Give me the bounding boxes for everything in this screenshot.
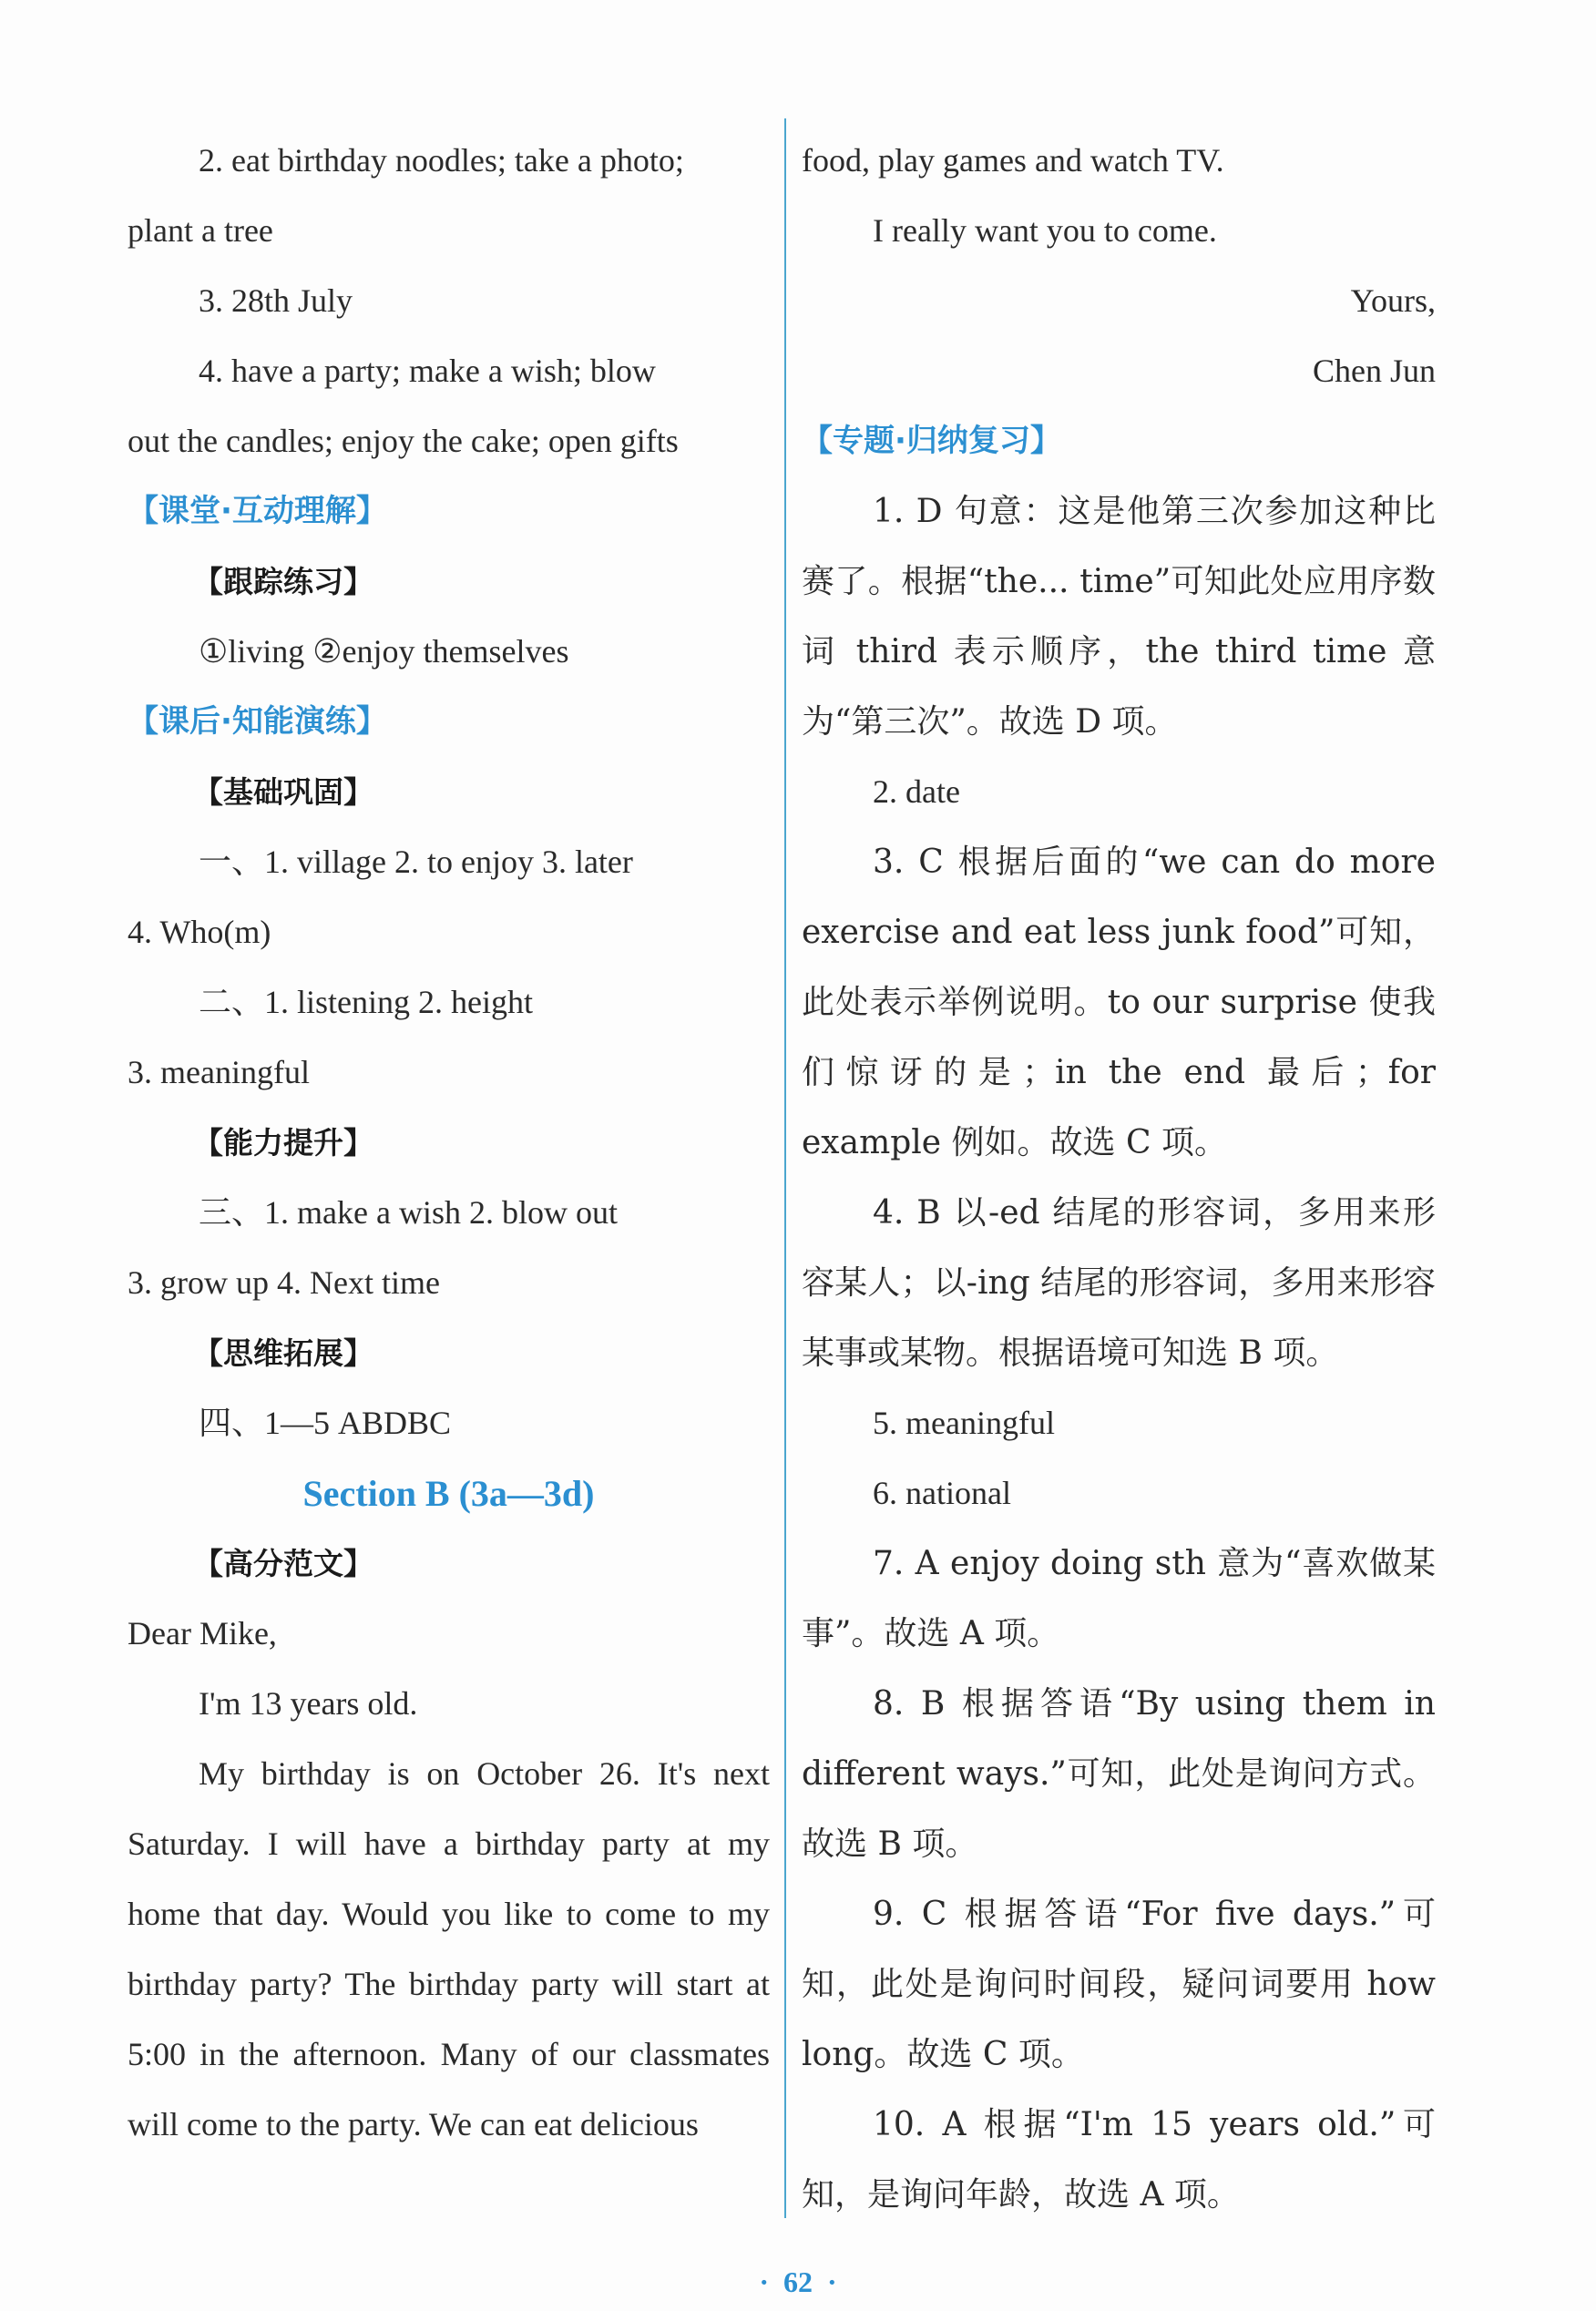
answer-explanation: 9. C 根据答语“For five days.”可知，此处是询问时间段，疑问词要用 how long。故选 C 项。 [802, 1896, 1436, 2073]
section-heading-classroom: 【课堂·互动理解】 [128, 493, 387, 529]
column-divider [784, 118, 786, 2218]
answer-line: out the candles; enjoy the cake; open gifts [128, 423, 679, 459]
answer-line: 二、1. listening 2. height [199, 984, 533, 1020]
answer-line: 3. meaningful [128, 1054, 310, 1090]
essay-line: I really want you to come. [873, 212, 1217, 249]
right-column [802, 126, 1436, 2230]
subheading-track: 【跟踪练习】 [193, 564, 373, 599]
answer-explanation: 7. A enjoy doing sth 意为“喜欢做某事”。故选 A 项。 [802, 1545, 1436, 1652]
answer-line: 3. grow up 4. Next time [128, 1264, 440, 1301]
section-heading-topic-review: 【专题·归纳复习】 [802, 423, 1061, 459]
answer-line: 2. eat birthday noodles; take a photo; [199, 142, 684, 179]
answer-explanation: 3. C 根据后面的“we can do more exercise and eat less junk food”可知，此处表示举例说明。to our surprise 使我们惊讶的是；in the end 最后；for example 例如。故选 C 项。 [802, 844, 1436, 1161]
answer-line: 5. meaningful [873, 1405, 1055, 1441]
answer-line: 4. Who(m) [128, 914, 271, 950]
section-heading-after-class: 【课后·知能演练】 [128, 703, 387, 740]
answer-explanation: 4. B 以-ed 结尾的形容词，多用来形容某人；以-ing 结尾的形容词，多用来形容某事或某物。根据语境可知选 B 项。 [802, 1194, 1436, 1372]
answer-line: ①living ②enjoy themselves [199, 633, 569, 670]
subheading-basic: 【基础巩固】 [193, 774, 373, 810]
page-number [0, 2265, 1596, 2299]
essay-greeting: Dear Mike, [128, 1615, 277, 1651]
answer-explanation: 8. B 根据答语“By using them in different ways.”可知，此处是询问方式。故选 B 项。 [802, 1685, 1436, 1863]
section-b-title: Section B (3a—3d) [302, 1473, 595, 1514]
answer-line: 3. 28th July [199, 282, 353, 319]
subheading-essay: 【高分范文】 [193, 1546, 373, 1581]
answer-explanation: 1. D 句意：这是他第三次参加这种比赛了。根据“the... time”可知此处应用序数词 third 表示顺序，the third time 意为“第三次”。故选 D 项。 [802, 493, 1436, 741]
answer-line: 6. national [873, 1475, 1011, 1511]
essay-paragraph: My birthday is on October 26. It's next Saturday. I will have a birthday party at my home that day. Would you like to come to my birthday party? The birthday party will start at 5:00 in the afternoon. Many of our classmates will come to the party. We can eat delicious [128, 1755, 770, 2142]
subheading-ability: 【能力提升】 [193, 1125, 373, 1161]
page-number-dot: · [827, 2265, 837, 2298]
left-column [128, 126, 770, 2160]
answer-line: 一、1. village 2. to enjoy 3. later [199, 844, 633, 880]
answer-line: 4. have a party; make a wish; blow [199, 353, 656, 389]
page-number-value: 62 [783, 2265, 813, 2298]
answer-line: 2. date [873, 773, 960, 810]
subheading-thinking: 【思维拓展】 [193, 1335, 373, 1371]
answer-line: 四、1—5 ABDBC [199, 1405, 452, 1441]
answer-explanation: 10. A 根据“I'm 15 years old.”可知，是询问年龄，故选 A 项。 [802, 2106, 1436, 2214]
essay-line: I'm 13 years old. [199, 1685, 418, 1722]
page-number-dot: · [759, 2265, 769, 2298]
essay-signature: Chen Jun [1313, 353, 1436, 389]
essay-closing: Yours, [1350, 282, 1436, 319]
answer-line: plant a tree [128, 212, 273, 249]
answer-line: 三、1. make a wish 2. blow out [199, 1194, 618, 1231]
essay-line: food, play games and watch TV. [802, 142, 1224, 179]
